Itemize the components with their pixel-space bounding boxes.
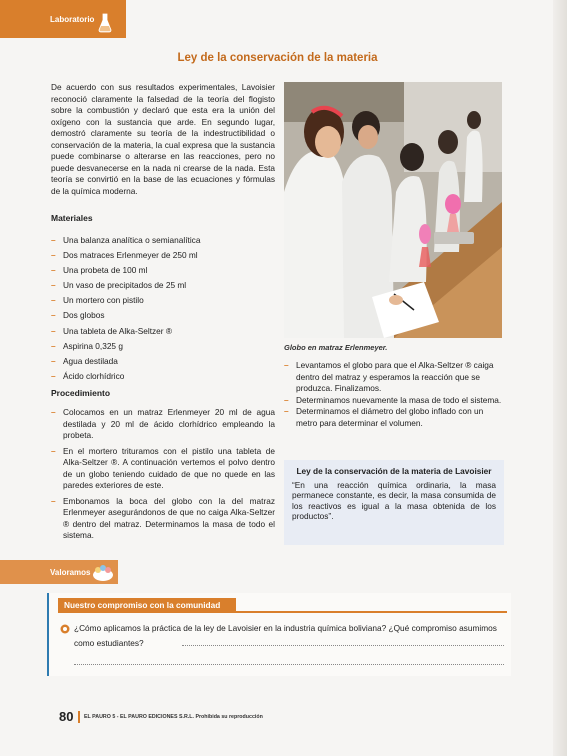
law-box [284,460,504,545]
section-label: Laboratorio [50,14,95,24]
law-box-text: “En una reacción química ordinaria, la masa permanece constante, es decir, la masa consumida de los reactivos es igual a la masa obtenida de los productos”. [292,479,496,521]
materials-list [51,235,275,386]
list-item: – Aspirina 0,325 g [51,341,275,353]
law-box-title: Ley de la conservación de la materia de Lavoisier [296,466,492,476]
intro-paragraph: De acuerdo con sus resultados experimentales, Lavoisier reconoció claramente la falsedad de la teoría del flogisto sobre la combustión y declaró que esta era la unión del oxígeno con la sustancia que arde. En segundo lugar, demostró claramente su teoría de la indestructibilidad o conservación de la materia, la cual expresa que la sustancia puede combinarse o alterarse en las reacciones, pero no puede desvanecerse en la nada ni crearse de la nada. Esta teoría se convirtió en la base de las ecuaciones y fórmulas de la química moderna. [51,82,275,196]
procedure-list-continued [284,360,504,429]
answer-line-1[interactable] [182,645,504,646]
list-item: – Un vaso de precipitados de 25 ml [51,280,275,292]
commitment-heading: Nuestro compromiso con la comunidad [58,598,236,613]
commitment-rule [236,611,507,613]
footer-text: EL PAURO 5 - EL PAURO EDICIONES S.R.L. Prohibida su reproducción [84,714,263,720]
list-item: – Un mortero con pistilo [51,295,275,307]
sun-bullet-icon [60,624,70,634]
page-edge [553,0,567,756]
flask-icon [98,13,112,33]
section-tab [0,0,126,38]
list-item: – Una balanza analítica o semianalítica [51,235,275,247]
list-item: – En el mortero trituramos con el pistilo una tableta de Alka-Seltzer ®. A continuación vertemos el polvo dentro de un globo teniendo cuidado de que no quede en las paredes exteriores de este. [51,446,275,492]
materials-heading: Materiales [51,213,93,223]
list-item: – Ácido clorhídrico [51,371,275,383]
commitment-question: ¿Cómo aplicamos la práctica de la ley de Lavoisier en la industria química boliviana? ¿Qué compromiso asumimos como estudiantes? [74,623,497,648]
list-item: – Embonamos la boca del globo con la del matraz Erlenmeyer asegurándonos de que no caiga Alka-Seltzer ® dentro del matraz. Determinamos la masa de todo el sistema. [51,496,275,542]
answer-line-2[interactable] [74,664,504,665]
photo-caption: Globo en matraz Erlenmeyer. [284,343,388,352]
valoramos-tab [0,560,118,584]
footer-divider [78,711,80,723]
page-title: Ley de la conservación de la materia [177,52,378,64]
procedure-heading: Procedimiento [51,388,111,398]
list-item: – Dos matraces Erlenmeyer de 250 ml [51,250,275,262]
valoramos-label: Valoramos [50,567,91,577]
list-item: – Determinamos el diámetro del globo inflado con un metro para determinar el volumen. [284,406,504,429]
community-icon [92,564,114,581]
list-item: – Colocamos en un matraz Erlenmeyer 20 ml de agua destilada y 20 ml de ácido clorhídrico empleando la probeta. [51,407,275,442]
lab-photo [284,82,502,338]
list-item: – Determinamos nuevamente la masa de todo el sistema. [284,395,504,407]
list-item: – Una probeta de 100 ml [51,265,275,277]
page-number: 80 [59,709,74,724]
procedure-list [51,407,275,546]
list-item: – Dos globos [51,310,275,322]
list-item: – Una tableta de Alka-Seltzer ® [51,326,275,338]
list-item: – Levantamos el globo para que el Alka-Seltzer ® caiga dentro del matraz y esperamos la reacción que se produzca. Finalizamos. [284,360,504,395]
list-item: – Agua destilada [51,356,275,368]
